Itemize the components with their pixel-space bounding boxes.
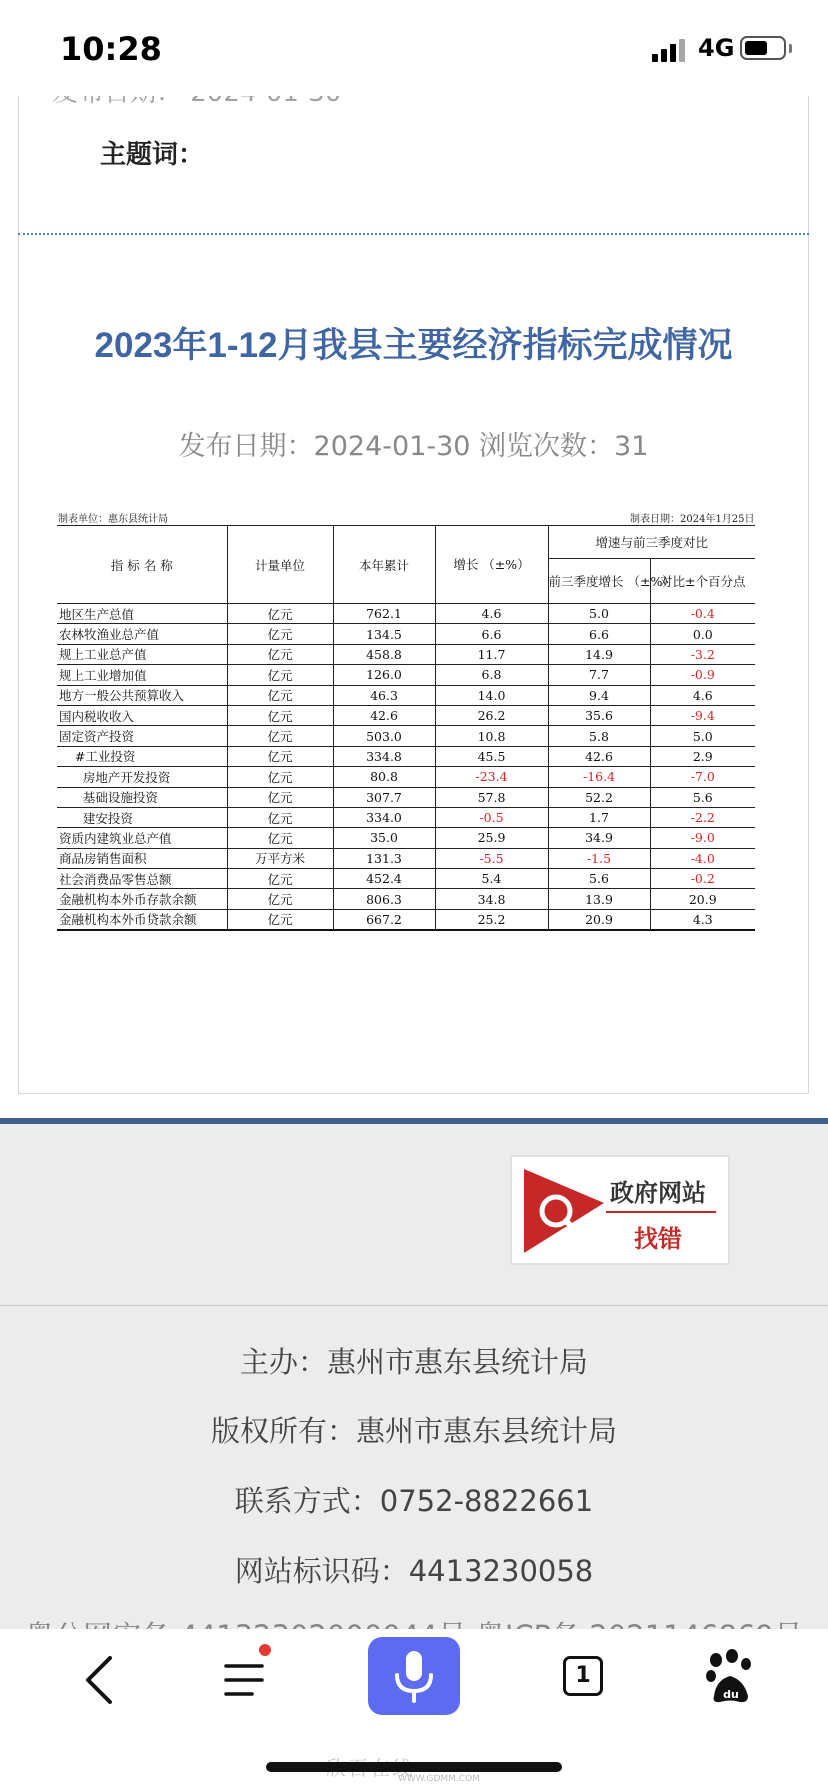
- home-indicator: [266, 1762, 562, 1772]
- cell-q3-growth: 7.7: [548, 665, 650, 685]
- cell-q3-growth: -1.5: [548, 848, 650, 868]
- cell-unit: 亿元: [227, 807, 333, 827]
- cell-unit: 亿元: [227, 624, 333, 644]
- battery-icon: [740, 36, 786, 60]
- battery-cap: [789, 44, 792, 53]
- cell-indicator-name: 地区生产总值: [57, 604, 227, 624]
- header-unit: 计量单位: [227, 526, 333, 604]
- header-delta: 对比±个百分点: [650, 559, 755, 604]
- cell-unit: 亿元: [227, 909, 333, 929]
- footer-contact: 联系方式：0752-8822661: [234, 1484, 594, 1518]
- cell-growth: -5.5: [435, 848, 548, 868]
- cell-unit: 万平方米: [227, 848, 333, 868]
- cell-cumulative: 131.3: [333, 848, 435, 868]
- report-badge-subtitle: 找错: [634, 1225, 682, 1253]
- cell-delta: 0.0: [650, 624, 755, 644]
- cell-delta: -4.0: [650, 848, 755, 868]
- cell-indicator-name: 地方一般公共预算收入: [57, 685, 227, 705]
- cell-q3-growth: 52.2: [548, 787, 650, 807]
- cell-cumulative: 307.7: [333, 787, 435, 807]
- table-date: 制表日期：2024年1月25日: [630, 514, 755, 525]
- notification-dot: [259, 1644, 271, 1656]
- cell-q3-growth: 34.9: [548, 828, 650, 848]
- footer-separator: [0, 1305, 828, 1306]
- cell-delta: -0.9: [650, 665, 755, 685]
- cell-indicator-name: 农林牧渔业总产值: [57, 624, 227, 644]
- cell-unit: 亿元: [227, 604, 333, 624]
- cell-delta: -7.0: [650, 767, 755, 787]
- cell-growth: 6.6: [435, 624, 548, 644]
- cell-growth: 25.2: [435, 909, 548, 929]
- cell-delta: 5.0: [650, 726, 755, 746]
- report-badge-title: 政府网站: [610, 1179, 706, 1207]
- svg-text:du: du: [723, 1688, 739, 1701]
- cell-growth: 10.8: [435, 726, 548, 746]
- table-row: [57, 869, 755, 889]
- header-cumulative: 本年累计: [333, 526, 435, 604]
- table-compiler: 制表单位：惠东县统计局: [58, 514, 168, 525]
- status-time: 10:28: [60, 30, 162, 68]
- table-row: [57, 746, 755, 766]
- cell-delta: 2.9: [650, 746, 755, 766]
- cell-delta: -3.2: [650, 644, 755, 664]
- cell-cumulative: 80.8: [333, 767, 435, 787]
- cell-q3-growth: 35.6: [548, 705, 650, 725]
- cell-delta: -9.4: [650, 705, 755, 725]
- cell-growth: 26.2: [435, 705, 548, 725]
- table-row: [57, 807, 755, 827]
- cell-unit: 亿元: [227, 705, 333, 725]
- report-flag-icon: [524, 1169, 604, 1253]
- network-type: 4G: [698, 34, 735, 62]
- page-title: 2023年1-12月我县主要经济指标完成情况: [94, 326, 733, 365]
- cell-delta: 5.6: [650, 787, 755, 807]
- cell-indicator-name: 固定资产投资: [57, 726, 227, 746]
- table-row: [57, 889, 755, 909]
- back-icon[interactable]: [80, 1652, 120, 1708]
- table-row: [57, 665, 755, 685]
- cell-delta: -2.2: [650, 807, 755, 827]
- publish-meta: 发布日期：2024-01-30 浏览次数：31: [178, 431, 649, 462]
- cell-indicator-name: 社会消费品零售总额: [57, 869, 227, 889]
- cell-cumulative: 452.4: [333, 869, 435, 889]
- cell-q3-growth: 1.7: [548, 807, 650, 827]
- cell-cumulative: 806.3: [333, 889, 435, 909]
- header-name: 指 标 名 称: [57, 526, 227, 604]
- cell-cumulative: 334.0: [333, 807, 435, 827]
- cell-growth: 25.9: [435, 828, 548, 848]
- cell-growth: 45.5: [435, 746, 548, 766]
- cell-growth: 57.8: [435, 787, 548, 807]
- cell-cumulative: 134.5: [333, 624, 435, 644]
- header-compare-group: 增速与前三季度对比: [548, 526, 755, 559]
- cell-unit: 亿元: [227, 828, 333, 848]
- signal-icon: [652, 38, 688, 62]
- cell-cumulative: 35.0: [333, 828, 435, 848]
- header-q3-growth: 前三季度增长 （±%）: [548, 559, 650, 604]
- cell-indicator-name: 金融机构本外币存款余额: [57, 889, 227, 909]
- cell-indicator-name: 规上工业总产值: [57, 644, 227, 664]
- cell-indicator-name: 基础设施投资: [57, 787, 227, 807]
- cell-growth: 14.0: [435, 685, 548, 705]
- cell-delta: 20.9: [650, 889, 755, 909]
- cell-cumulative: 46.3: [333, 685, 435, 705]
- cell-delta: 4.6: [650, 685, 755, 705]
- table-row: [57, 787, 755, 807]
- cell-indicator-name: 国内税收收入: [57, 705, 227, 725]
- cell-delta: -0.2: [650, 869, 755, 889]
- cell-indicator-name: 房地产开发投资: [57, 767, 227, 787]
- cell-cumulative: 762.1: [333, 604, 435, 624]
- cell-cumulative: 458.8: [333, 644, 435, 664]
- cell-unit: 亿元: [227, 726, 333, 746]
- cell-unit: 亿元: [227, 665, 333, 685]
- header-growth: 增长 （±%）: [435, 526, 548, 604]
- menu-icon[interactable]: [222, 1658, 270, 1702]
- table-row: [57, 685, 755, 705]
- cell-indicator-name: #工业投资: [57, 746, 227, 766]
- dotted-divider: [18, 233, 809, 235]
- status-bar: [0, 0, 828, 96]
- cell-delta: -0.4: [650, 604, 755, 624]
- cell-indicator-name: 金融机构本外币贷款余额: [57, 909, 227, 929]
- cell-unit: 亿元: [227, 644, 333, 664]
- cell-q3-growth: 13.9: [548, 889, 650, 909]
- cell-q3-growth: 14.9: [548, 644, 650, 664]
- cell-growth: 4.6: [435, 604, 548, 624]
- cell-growth: 5.4: [435, 869, 548, 889]
- cell-growth: -0.5: [435, 807, 548, 827]
- cell-q3-growth: 5.8: [548, 726, 650, 746]
- cell-cumulative: 667.2: [333, 909, 435, 929]
- table-row: [57, 604, 755, 624]
- cell-growth: 6.8: [435, 665, 548, 685]
- report-error-button[interactable]: [510, 1155, 730, 1265]
- watermark-url: WWW.GDMM.COM: [398, 1774, 480, 1784]
- cell-growth: 11.7: [435, 644, 548, 664]
- cell-growth: 34.8: [435, 889, 548, 909]
- table-row: [57, 644, 755, 664]
- subject-keywords-label: 主题词：: [100, 140, 205, 170]
- cell-q3-growth: 5.6: [548, 869, 650, 889]
- cell-q3-growth: 42.6: [548, 746, 650, 766]
- cell-growth: -23.4: [435, 767, 548, 787]
- footer-host: 主办：惠州市惠东县统计局: [239, 1345, 588, 1379]
- cell-unit: 亿元: [227, 746, 333, 766]
- cell-unit: 亿元: [227, 869, 333, 889]
- cell-cumulative: 126.0: [333, 665, 435, 685]
- cell-unit: 亿元: [227, 685, 333, 705]
- cell-cumulative: 334.8: [333, 746, 435, 766]
- cell-q3-growth: 5.0: [548, 604, 650, 624]
- cell-unit: 亿元: [227, 889, 333, 909]
- table-row: [57, 848, 755, 868]
- cell-delta: -9.0: [650, 828, 755, 848]
- tabs-count-button[interactable]: 1: [563, 1656, 603, 1696]
- cell-q3-growth: 6.6: [548, 624, 650, 644]
- cell-unit: 亿元: [227, 787, 333, 807]
- cell-q3-growth: 9.4: [548, 685, 650, 705]
- baidu-paw-icon[interactable]: [706, 1650, 754, 1704]
- table-row: [57, 624, 755, 644]
- report-badge-underline: [606, 1211, 716, 1213]
- table-row: [57, 909, 755, 929]
- footer-site-id: 网站标识码：4413230058: [234, 1554, 594, 1588]
- table-row: [57, 726, 755, 746]
- cell-cumulative: 503.0: [333, 726, 435, 746]
- cell-indicator-name: 资质内建筑业总产值: [57, 828, 227, 848]
- cell-indicator-name: 商品房销售面积: [57, 848, 227, 868]
- microphone-icon: [368, 1637, 460, 1715]
- economic-indicators-table: [57, 525, 755, 931]
- cell-q3-growth: 20.9: [548, 909, 650, 929]
- cell-indicator-name: 建安投资: [57, 807, 227, 827]
- table-row: [57, 767, 755, 787]
- cell-q3-growth: -16.4: [548, 767, 650, 787]
- voice-search-button[interactable]: [368, 1637, 460, 1715]
- cell-unit: 亿元: [227, 767, 333, 787]
- table-row: [57, 828, 755, 848]
- footer-copyright: 版权所有：惠州市惠东县统计局: [210, 1414, 617, 1448]
- cell-cumulative: 42.6: [333, 705, 435, 725]
- table-row: [57, 705, 755, 725]
- table-body: [57, 604, 755, 930]
- cell-indicator-name: 规上工业增加值: [57, 665, 227, 685]
- cell-delta: 4.3: [650, 909, 755, 929]
